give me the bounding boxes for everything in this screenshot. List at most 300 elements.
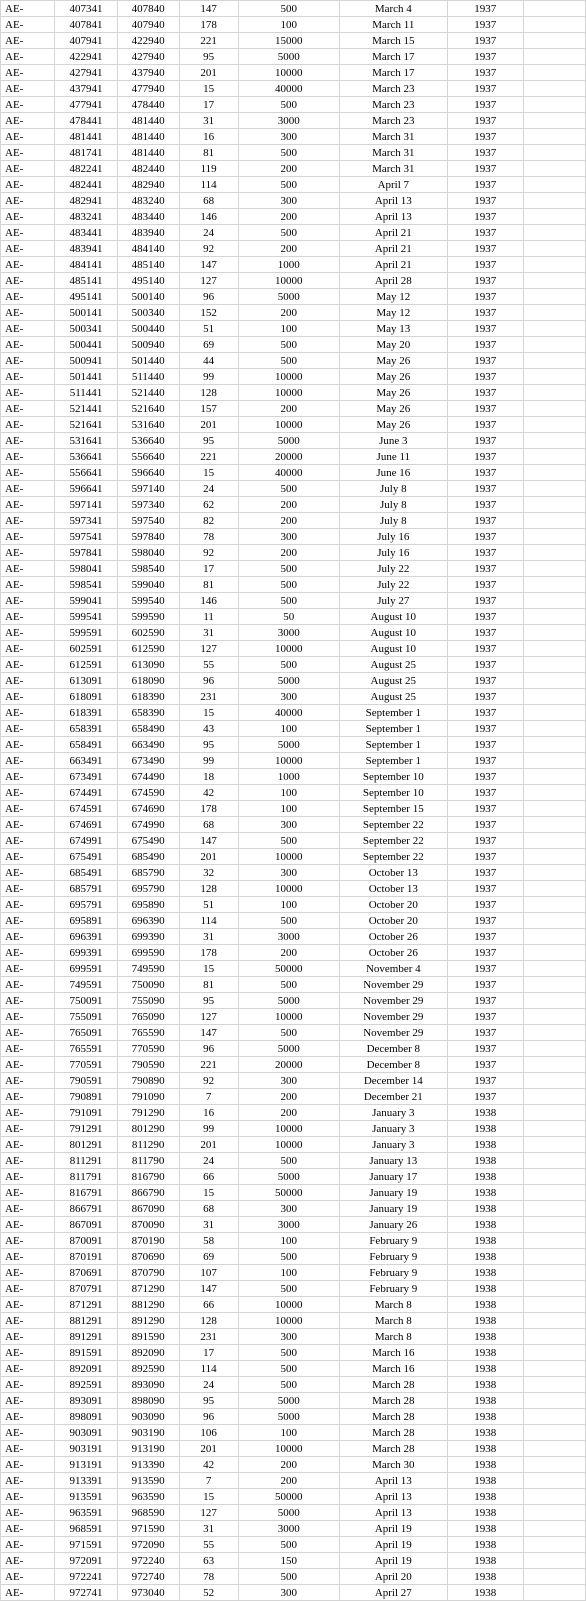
empty-cell	[523, 225, 585, 241]
year-cell: 1938	[447, 1329, 523, 1345]
serial-to-cell: 870790	[117, 1265, 179, 1281]
serial-from-cell: 696391	[55, 929, 117, 945]
prefix-cell: AE-	[1, 129, 55, 145]
code-cell: 15	[179, 465, 238, 481]
quantity-cell: 500	[238, 977, 339, 993]
table-row	[1, 1521, 586, 1537]
prefix-cell: AE-	[1, 1457, 55, 1473]
quantity-cell: 20000	[238, 449, 339, 465]
empty-cell	[523, 1185, 585, 1201]
year-cell: 1937	[447, 433, 523, 449]
serial-to-cell: 972740	[117, 1569, 179, 1585]
serial-to-cell: 531640	[117, 417, 179, 433]
serial-to-cell: 482940	[117, 177, 179, 193]
serial-to-cell: 597340	[117, 497, 179, 513]
year-cell: 1937	[447, 241, 523, 257]
empty-cell	[523, 177, 585, 193]
code-cell: 69	[179, 337, 238, 353]
quantity-cell: 300	[238, 1073, 339, 1089]
prefix-cell: AE-	[1, 545, 55, 561]
table-row	[1, 929, 586, 945]
year-cell: 1937	[447, 577, 523, 593]
date-cell: October 20	[339, 913, 447, 929]
prefix-cell: AE-	[1, 689, 55, 705]
year-cell: 1938	[447, 1377, 523, 1393]
serial-to-cell: 963590	[117, 1489, 179, 1505]
date-cell: April 28	[339, 273, 447, 289]
date-cell: May 26	[339, 417, 447, 433]
empty-cell	[523, 1137, 585, 1153]
code-cell: 92	[179, 545, 238, 561]
code-cell: 114	[179, 177, 238, 193]
quantity-cell: 40000	[238, 705, 339, 721]
code-cell: 146	[179, 593, 238, 609]
serial-to-cell: 913190	[117, 1441, 179, 1457]
quantity-cell: 10000	[238, 369, 339, 385]
date-cell: March 11	[339, 17, 447, 33]
quantity-cell: 500	[238, 1345, 339, 1361]
year-cell: 1937	[447, 721, 523, 737]
quantity-cell: 100	[238, 801, 339, 817]
year-cell: 1937	[447, 801, 523, 817]
code-cell: 42	[179, 785, 238, 801]
year-cell: 1938	[447, 1473, 523, 1489]
serial-from-cell: 892091	[55, 1361, 117, 1377]
prefix-cell: AE-	[1, 33, 55, 49]
year-cell: 1937	[447, 385, 523, 401]
serial-to-cell: 749590	[117, 961, 179, 977]
serial-from-cell: 599591	[55, 625, 117, 641]
year-cell: 1937	[447, 257, 523, 273]
quantity-cell: 5000	[238, 1409, 339, 1425]
serial-to-cell: 881290	[117, 1297, 179, 1313]
serial-from-cell: 598041	[55, 561, 117, 577]
code-cell: 152	[179, 305, 238, 321]
quantity-cell: 10000	[238, 1297, 339, 1313]
serial-from-cell: 536641	[55, 449, 117, 465]
quantity-cell: 100	[238, 897, 339, 913]
year-cell: 1938	[447, 1265, 523, 1281]
year-cell: 1938	[447, 1569, 523, 1585]
serial-from-cell: 867091	[55, 1217, 117, 1233]
table-row	[1, 1345, 586, 1361]
year-cell: 1938	[447, 1313, 523, 1329]
code-cell: 17	[179, 1345, 238, 1361]
code-cell: 96	[179, 673, 238, 689]
serial-to-cell: 913390	[117, 1457, 179, 1473]
year-cell: 1937	[447, 65, 523, 81]
prefix-cell: AE-	[1, 1057, 55, 1073]
date-cell: March 30	[339, 1457, 447, 1473]
code-cell: 31	[179, 1521, 238, 1537]
date-cell: April 7	[339, 177, 447, 193]
year-cell: 1937	[447, 449, 523, 465]
date-cell: January 26	[339, 1217, 447, 1233]
year-cell: 1938	[447, 1409, 523, 1425]
table-row	[1, 1233, 586, 1249]
table-row	[1, 49, 586, 65]
code-cell: 24	[179, 225, 238, 241]
empty-cell	[523, 545, 585, 561]
date-cell: August 25	[339, 657, 447, 673]
code-cell: 11	[179, 609, 238, 625]
date-cell: April 20	[339, 1569, 447, 1585]
prefix-cell: AE-	[1, 849, 55, 865]
table-row	[1, 305, 586, 321]
code-cell: 201	[179, 1137, 238, 1153]
serial-to-cell: 483240	[117, 193, 179, 209]
date-cell: May 26	[339, 401, 447, 417]
table-row	[1, 577, 586, 593]
serial-to-cell: 972240	[117, 1553, 179, 1569]
empty-cell	[523, 1521, 585, 1537]
empty-cell	[523, 513, 585, 529]
date-cell: April 13	[339, 1473, 447, 1489]
serial-to-cell: 407840	[117, 1, 179, 17]
empty-cell	[523, 929, 585, 945]
date-cell: December 21	[339, 1089, 447, 1105]
prefix-cell: AE-	[1, 753, 55, 769]
date-cell: July 8	[339, 513, 447, 529]
year-cell: 1937	[447, 641, 523, 657]
serial-to-cell: 427940	[117, 49, 179, 65]
date-cell: March 31	[339, 129, 447, 145]
date-cell: October 13	[339, 881, 447, 897]
code-cell: 128	[179, 881, 238, 897]
serial-from-cell: 898091	[55, 1409, 117, 1425]
quantity-cell: 500	[238, 225, 339, 241]
serial-from-cell: 972241	[55, 1569, 117, 1585]
quantity-cell: 50000	[238, 1185, 339, 1201]
code-cell: 201	[179, 417, 238, 433]
serial-to-cell: 483940	[117, 225, 179, 241]
year-cell: 1938	[447, 1585, 523, 1601]
table-row	[1, 817, 586, 833]
quantity-cell: 200	[238, 401, 339, 417]
quantity-cell: 100	[238, 721, 339, 737]
table-row	[1, 1361, 586, 1377]
date-cell: September 1	[339, 705, 447, 721]
year-cell: 1938	[447, 1153, 523, 1169]
table-row	[1, 273, 586, 289]
quantity-cell: 15000	[238, 33, 339, 49]
serial-from-cell: 913591	[55, 1489, 117, 1505]
prefix-cell: AE-	[1, 705, 55, 721]
serial-from-cell: 755091	[55, 1009, 117, 1025]
prefix-cell: AE-	[1, 1265, 55, 1281]
date-cell: August 10	[339, 641, 447, 657]
year-cell: 1937	[447, 33, 523, 49]
table-row	[1, 241, 586, 257]
table-row	[1, 1009, 586, 1025]
prefix-cell: AE-	[1, 1025, 55, 1041]
prefix-cell: AE-	[1, 1105, 55, 1121]
date-cell: September 1	[339, 721, 447, 737]
serial-to-cell: 484140	[117, 241, 179, 257]
serial-to-cell: 891290	[117, 1313, 179, 1329]
prefix-cell: AE-	[1, 737, 55, 753]
year-cell: 1937	[447, 849, 523, 865]
serial-from-cell: 500441	[55, 337, 117, 353]
empty-cell	[523, 305, 585, 321]
empty-cell	[523, 1585, 585, 1601]
year-cell: 1938	[447, 1185, 523, 1201]
table-row	[1, 1249, 586, 1265]
code-cell: 82	[179, 513, 238, 529]
quantity-cell: 150	[238, 1553, 339, 1569]
code-cell: 7	[179, 1473, 238, 1489]
quantity-cell: 500	[238, 145, 339, 161]
serial-from-cell: 597341	[55, 513, 117, 529]
serial-to-cell: 613090	[117, 657, 179, 673]
date-cell: May 26	[339, 369, 447, 385]
date-cell: January 19	[339, 1201, 447, 1217]
table-row	[1, 1169, 586, 1185]
quantity-cell: 5000	[238, 433, 339, 449]
prefix-cell: AE-	[1, 273, 55, 289]
table-row	[1, 145, 586, 161]
code-cell: 15	[179, 1185, 238, 1201]
date-cell: June 11	[339, 449, 447, 465]
serial-to-cell: 481440	[117, 129, 179, 145]
quantity-cell: 200	[238, 497, 339, 513]
quantity-cell: 500	[238, 577, 339, 593]
serial-from-cell: 521441	[55, 401, 117, 417]
quantity-cell: 500	[238, 657, 339, 673]
serial-from-cell: 437941	[55, 81, 117, 97]
serial-to-cell: 495140	[117, 273, 179, 289]
serial-to-cell: 971590	[117, 1521, 179, 1537]
empty-cell	[523, 1457, 585, 1473]
serial-to-cell: 695790	[117, 881, 179, 897]
year-cell: 1937	[447, 993, 523, 1009]
prefix-cell: AE-	[1, 1361, 55, 1377]
table-row	[1, 97, 586, 113]
quantity-cell: 10000	[238, 385, 339, 401]
code-cell: 15	[179, 961, 238, 977]
table-row	[1, 1393, 586, 1409]
code-cell: 24	[179, 1377, 238, 1393]
date-cell: March 17	[339, 65, 447, 81]
code-cell: 106	[179, 1425, 238, 1441]
code-cell: 95	[179, 1393, 238, 1409]
date-cell: April 13	[339, 209, 447, 225]
empty-cell	[523, 1057, 585, 1073]
serial-to-cell: 695890	[117, 897, 179, 913]
year-cell: 1938	[447, 1201, 523, 1217]
serial-to-cell: 973040	[117, 1585, 179, 1601]
serial-to-cell: 598540	[117, 561, 179, 577]
table-row	[1, 1569, 586, 1585]
code-cell: 231	[179, 1329, 238, 1345]
year-cell: 1937	[447, 177, 523, 193]
empty-cell	[523, 1281, 585, 1297]
empty-cell	[523, 1377, 585, 1393]
serial-to-cell: 685490	[117, 849, 179, 865]
empty-cell	[523, 289, 585, 305]
quantity-cell: 500	[238, 1377, 339, 1393]
serial-from-cell: 481441	[55, 129, 117, 145]
serial-from-cell: 658491	[55, 737, 117, 753]
date-cell: July 8	[339, 481, 447, 497]
prefix-cell: AE-	[1, 609, 55, 625]
empty-cell	[523, 577, 585, 593]
quantity-cell: 5000	[238, 673, 339, 689]
date-cell: November 29	[339, 977, 447, 993]
year-cell: 1938	[447, 1393, 523, 1409]
serial-to-cell: 968590	[117, 1505, 179, 1521]
empty-cell	[523, 161, 585, 177]
prefix-cell: AE-	[1, 897, 55, 913]
table-row	[1, 385, 586, 401]
serial-to-cell: 599590	[117, 609, 179, 625]
serial-from-cell: 685791	[55, 881, 117, 897]
serial-to-cell: 765590	[117, 1025, 179, 1041]
code-cell: 178	[179, 17, 238, 33]
empty-cell	[523, 865, 585, 881]
date-cell: July 22	[339, 577, 447, 593]
quantity-cell: 100	[238, 17, 339, 33]
serial-from-cell: 483241	[55, 209, 117, 225]
quantity-cell: 100	[238, 1425, 339, 1441]
serial-from-cell: 673491	[55, 769, 117, 785]
serial-to-cell: 791290	[117, 1105, 179, 1121]
year-cell: 1937	[447, 545, 523, 561]
year-cell: 1937	[447, 1057, 523, 1073]
date-cell: March 4	[339, 1, 447, 17]
table-row	[1, 161, 586, 177]
empty-cell	[523, 1297, 585, 1313]
empty-cell	[523, 1153, 585, 1169]
serial-to-cell: 903190	[117, 1425, 179, 1441]
code-cell: 7	[179, 1089, 238, 1105]
empty-cell	[523, 369, 585, 385]
serial-to-cell: 791090	[117, 1089, 179, 1105]
table-row	[1, 81, 586, 97]
quantity-cell: 5000	[238, 1041, 339, 1057]
serial-from-cell: 483941	[55, 241, 117, 257]
code-cell: 81	[179, 145, 238, 161]
quantity-cell: 40000	[238, 81, 339, 97]
table-row	[1, 337, 586, 353]
serial-to-cell: 599040	[117, 577, 179, 593]
serial-to-cell: 811790	[117, 1153, 179, 1169]
table-row	[1, 513, 586, 529]
table-row	[1, 417, 586, 433]
serial-from-cell: 511441	[55, 385, 117, 401]
serial-to-cell: 801290	[117, 1121, 179, 1137]
quantity-cell: 200	[238, 241, 339, 257]
year-cell: 1937	[447, 465, 523, 481]
serial-to-cell: 893090	[117, 1377, 179, 1393]
empty-cell	[523, 817, 585, 833]
table-row	[1, 545, 586, 561]
empty-cell	[523, 625, 585, 641]
year-cell: 1937	[447, 1009, 523, 1025]
year-cell: 1938	[447, 1233, 523, 1249]
serial-to-cell: 892590	[117, 1361, 179, 1377]
quantity-cell: 500	[238, 1569, 339, 1585]
year-cell: 1938	[447, 1521, 523, 1537]
prefix-cell: AE-	[1, 497, 55, 513]
date-cell: April 13	[339, 1489, 447, 1505]
quantity-cell: 10000	[238, 417, 339, 433]
code-cell: 147	[179, 833, 238, 849]
year-cell: 1938	[447, 1249, 523, 1265]
quantity-cell: 300	[238, 193, 339, 209]
quantity-cell: 1000	[238, 769, 339, 785]
date-cell: May 12	[339, 305, 447, 321]
table-row	[1, 177, 586, 193]
table-row	[1, 769, 586, 785]
quantity-cell: 500	[238, 913, 339, 929]
code-cell: 69	[179, 1249, 238, 1265]
year-cell: 1938	[447, 1169, 523, 1185]
quantity-cell: 100	[238, 1265, 339, 1281]
code-cell: 107	[179, 1265, 238, 1281]
empty-cell	[523, 1409, 585, 1425]
table-row	[1, 1377, 586, 1393]
date-cell: April 21	[339, 241, 447, 257]
prefix-cell: AE-	[1, 289, 55, 305]
quantity-cell: 5000	[238, 289, 339, 305]
prefix-cell: AE-	[1, 1505, 55, 1521]
code-cell: 147	[179, 257, 238, 273]
quantity-cell: 500	[238, 353, 339, 369]
serial-from-cell: 674591	[55, 801, 117, 817]
serial-from-cell: 597541	[55, 529, 117, 545]
serial-from-cell: 618391	[55, 705, 117, 721]
date-cell: August 25	[339, 673, 447, 689]
year-cell: 1937	[447, 369, 523, 385]
date-cell: May 12	[339, 289, 447, 305]
serial-to-cell: 483440	[117, 209, 179, 225]
prefix-cell: AE-	[1, 481, 55, 497]
serial-to-cell: 674490	[117, 769, 179, 785]
serial-from-cell: 482941	[55, 193, 117, 209]
quantity-cell: 100	[238, 785, 339, 801]
empty-cell	[523, 145, 585, 161]
code-cell: 62	[179, 497, 238, 513]
date-cell: August 10	[339, 625, 447, 641]
empty-cell	[523, 1009, 585, 1025]
date-cell: October 20	[339, 897, 447, 913]
quantity-cell: 50	[238, 609, 339, 625]
date-cell: May 26	[339, 385, 447, 401]
code-cell: 201	[179, 65, 238, 81]
date-cell: January 3	[339, 1137, 447, 1153]
year-cell: 1938	[447, 1281, 523, 1297]
serial-to-cell: 599540	[117, 593, 179, 609]
empty-cell	[523, 1345, 585, 1361]
date-cell: November 4	[339, 961, 447, 977]
serial-to-cell: 755090	[117, 993, 179, 1009]
serial-to-cell: 892090	[117, 1345, 179, 1361]
year-cell: 1937	[447, 817, 523, 833]
serial-from-cell: 749591	[55, 977, 117, 993]
code-cell: 119	[179, 161, 238, 177]
empty-cell	[523, 401, 585, 417]
quantity-cell: 3000	[238, 929, 339, 945]
serial-from-cell: 881291	[55, 1313, 117, 1329]
empty-cell	[523, 753, 585, 769]
quantity-cell: 300	[238, 1585, 339, 1601]
table-row	[1, 705, 586, 721]
empty-cell	[523, 1025, 585, 1041]
table-row	[1, 1537, 586, 1553]
prefix-cell: AE-	[1, 801, 55, 817]
serial-from-cell: 599041	[55, 593, 117, 609]
